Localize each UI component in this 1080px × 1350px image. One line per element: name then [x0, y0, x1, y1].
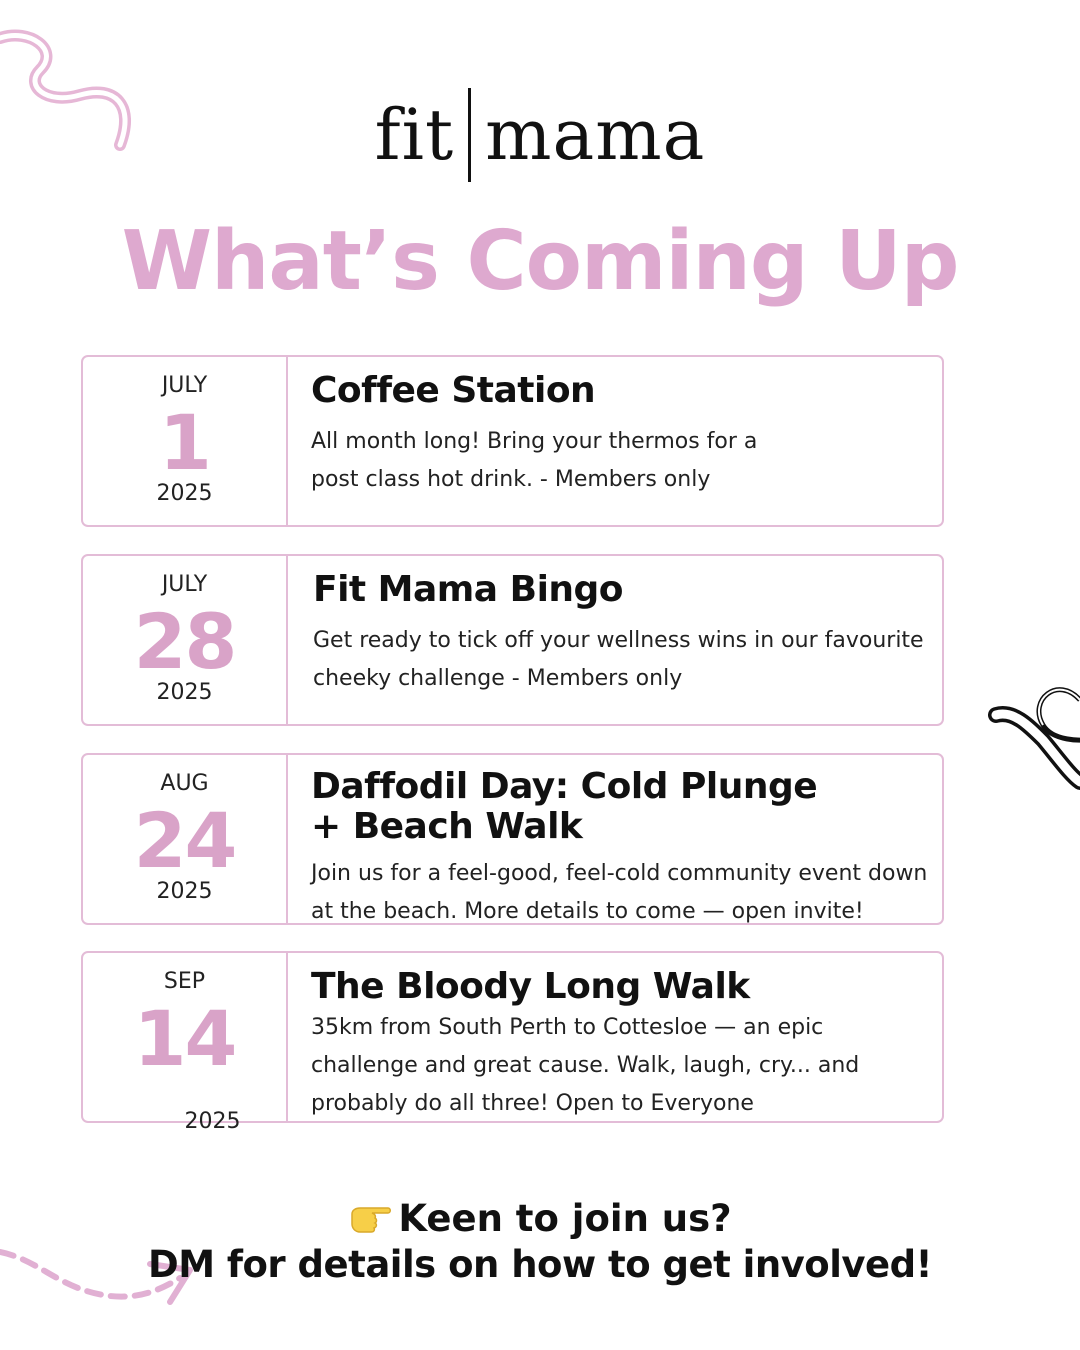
event-date: [83, 953, 288, 1134]
call-to-action: [0, 1196, 1080, 1288]
event-card: [81, 753, 944, 925]
cta-subheading: DM for details on how to get involved!: [148, 1243, 932, 1286]
logo-left-word: fit: [374, 94, 455, 176]
event-title: The Bloody Long Walk: [311, 966, 750, 1007]
event-card: [81, 355, 944, 527]
event-title: Fit Mama Bingo: [313, 569, 624, 610]
event-title: Coffee Station: [311, 370, 596, 411]
event-month: SEP: [163, 969, 206, 994]
pointing-hand-icon: [348, 1202, 392, 1236]
cta-heading-row: [0, 1196, 1080, 1242]
event-card: [81, 951, 944, 1134]
event-year: 2025: [156, 879, 213, 904]
event-day: 28: [133, 597, 236, 686]
event-card: [81, 554, 944, 726]
event-month: AUG: [160, 771, 209, 796]
event-details: [313, 568, 932, 698]
brand-logo: [0, 88, 1080, 182]
event-month: JULY: [161, 373, 208, 398]
event-date: [83, 357, 288, 525]
event-description: All month long! Bring your thermos for a post class hot drink. - Members only: [311, 429, 758, 492]
event-day: 24: [133, 796, 236, 885]
event-description: Join us for a feel-good, feel-cold community event down at the beach. More details to come — open invite!: [311, 861, 928, 924]
cta-heading: Keen to join us?: [398, 1197, 732, 1240]
event-details: [311, 767, 932, 931]
ribbon-doodle-icon: [988, 680, 1080, 795]
logo-divider: [468, 88, 471, 182]
event-day: 1: [159, 398, 210, 487]
event-description: Get ready to tick off your wellness wins in our favourite cheeky challenge - Members only: [313, 628, 924, 691]
event-description: 35km from South Perth to Cottesloe — an epic challenge and great cause. Walk, laugh, cry... and probably do all three! Open to Everyone: [311, 1015, 860, 1116]
event-date: [83, 755, 288, 923]
event-title: Daffodil Day: Cold Plunge + Beach Walk: [311, 766, 818, 847]
logo-right-word: mama: [485, 94, 706, 176]
event-details: [311, 369, 932, 499]
event-date: [83, 556, 288, 724]
event-day: 14: [133, 994, 236, 1083]
event-year: 2025: [184, 1109, 241, 1134]
event-year: 2025: [156, 481, 213, 506]
event-year: 2025: [156, 680, 213, 705]
event-details: [311, 965, 932, 1123]
event-month: JULY: [161, 572, 208, 597]
page-title: What’s Coming Up: [121, 214, 959, 309]
